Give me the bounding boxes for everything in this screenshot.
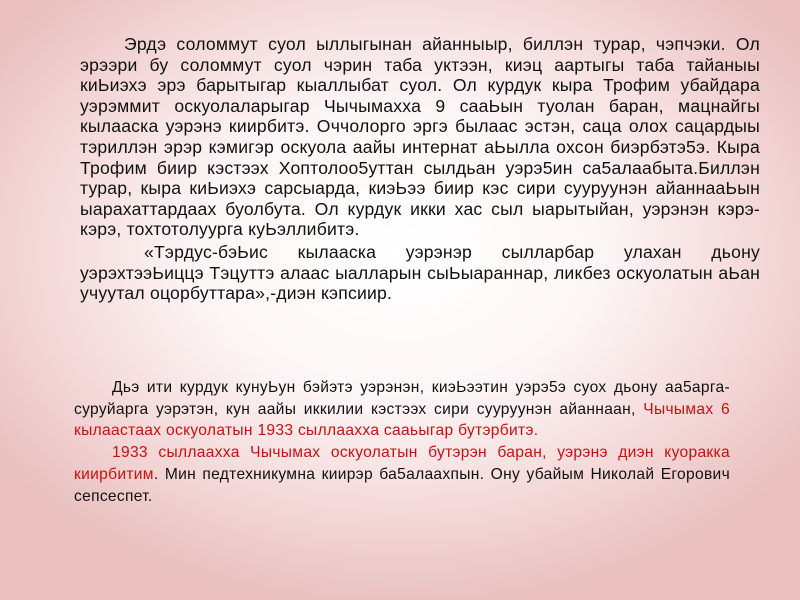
paragraph-quote: «Тэрдус-бэЬис кылааска уэрэнэр сылларбар улахан дьону уэрэхтээЬиццэ Тэцуттэ алаас ыалларын сыЬыараннар, ликбез оскуолатын аЬан учуутал оцорбуттара»,-диэн кэпсиир. <box>80 241 760 304</box>
main-text-block <box>80 34 760 304</box>
highlight-city: 1933 сыллаахха Чычымах оскуолатын бутэрэн баран, уэрэнэ диэн куоракка киирбитим <box>74 444 730 483</box>
paragraph-study-text: Дьэ ити курдук кунуЬун бэйэтэ уэрэнэн, киэЬээтин уэрэ5э суох дьону аа5арга-суруйарга уэрэтэн, кун аайы иккилии кэстээх сири сууруунэн айаннаан, <box>74 379 730 418</box>
paragraph-city <box>74 442 730 507</box>
paragraph-city-text: . Мин педтехникумна киирэр ба5алаахпын. Ону убайым Николай Егорович сепсеспет. <box>74 465 730 505</box>
highlight-graduation: Чычымах 6 кылаастаах оскуолатын 1933 сыллаахха сааьыгар бутэрбитэ. <box>74 400 730 440</box>
paragraph-story: Эрдэ соломмут суол ыллыгынан айанныыр, биллэн турар, чэпчэки. Ол эрээри бу соломмут суол чэрин таба уктээн, киэц аартыгы таба тайаныы киЬиэхэ эрэ барытыгар кыаллыбат суол. Ол курдук кыра Трофим убайдара уэрэммит оскуолаларыгар Чычымахха 9 сааЬын туолан баран, мацнайгы кылааска уэрэнэ киирбитэ. Оччолорго эргэ былаас эстэн, саца олох сацардыы тэриллэн эрэр кэмигэр оскуола аайы интернат аЬылла охсон биэрбэтэ5э. Кыра Трофим биир кэстээх Хоптолоо5уттан сылдьан уэрэ5ин са5алаабыта.Биллэн турар, кыра киЬиэхэ сарсыарда, киэЬээ биир кэс сири сууруунэн айаннааЬын ыарахаттардаах буолбута. Ол курдук икки хас сыл ыарытыйан, уэрэнэн кэрэ-кэрэ, тохтотолуурга куЬэллибитэ. <box>80 34 760 240</box>
paragraph-study <box>74 377 730 442</box>
secondary-text-block <box>74 377 730 507</box>
